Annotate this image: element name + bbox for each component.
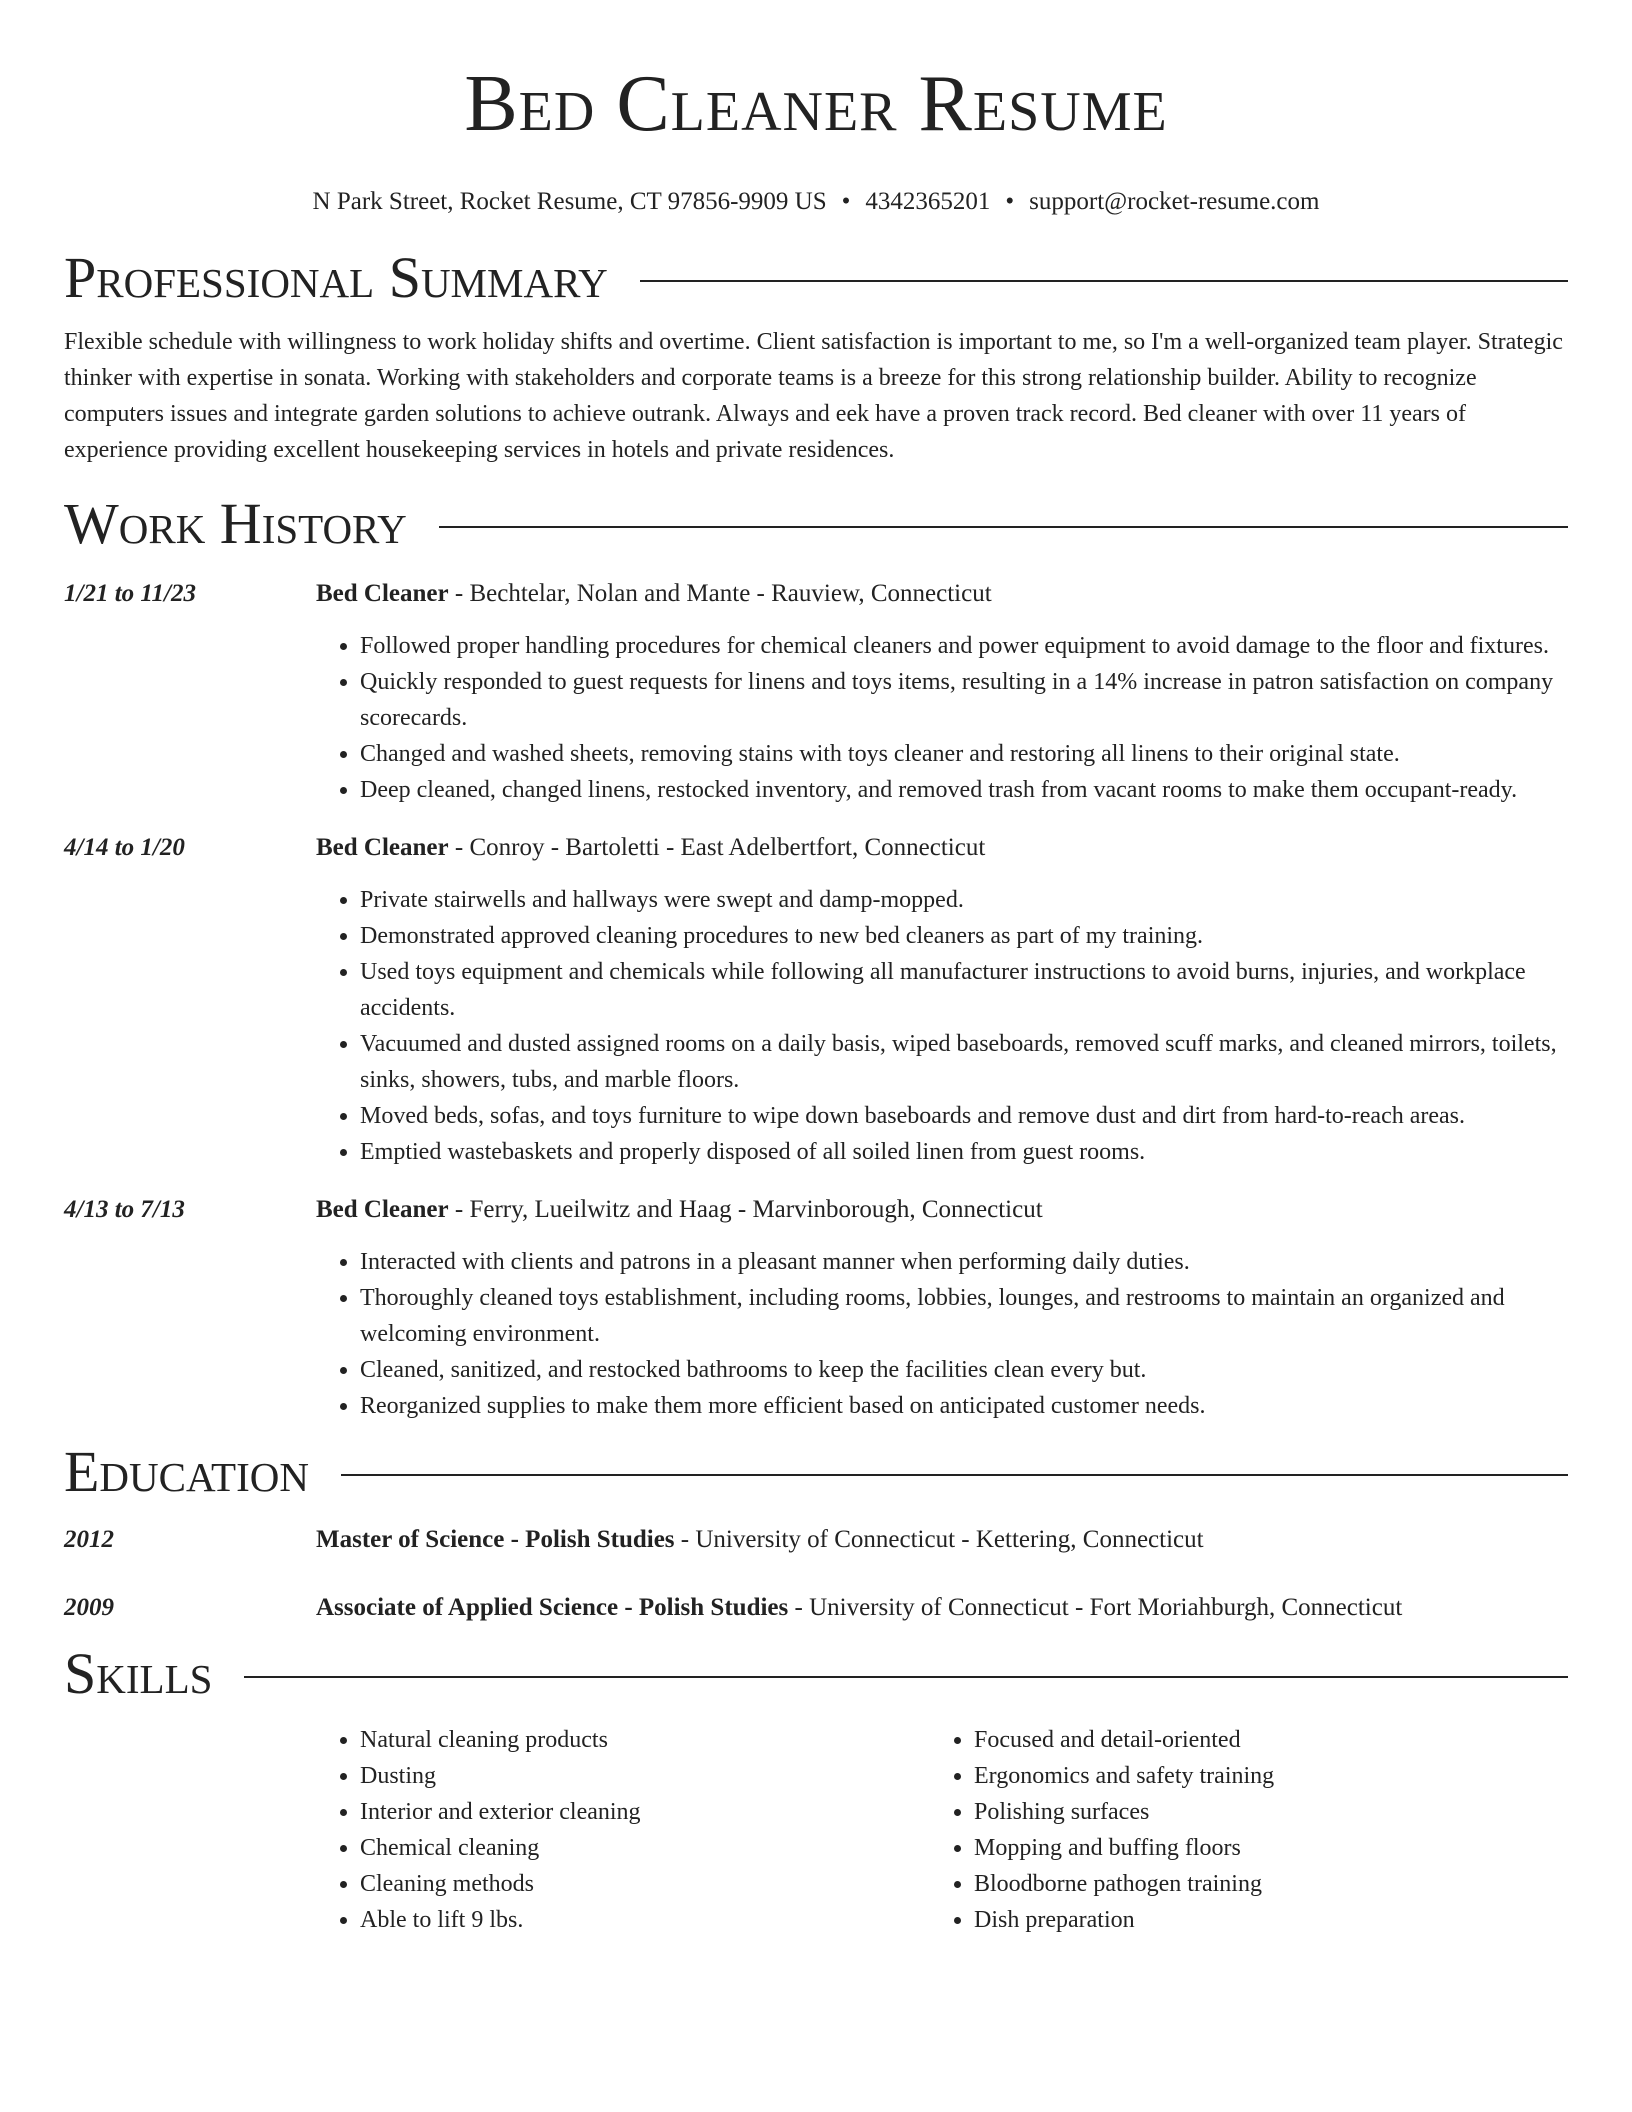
resume-title: Bed Cleaner Resume	[464, 60, 1168, 148]
education-degree: Master of Science - Polish Studies	[316, 1526, 675, 1553]
job-title: Bed Cleaner	[316, 580, 449, 607]
job-bullets	[316, 1244, 1568, 1424]
skill-item: • Cleaning methods	[360, 1866, 930, 1902]
education-year: 2012	[64, 1526, 114, 1553]
job-dates: 1/21 to 11/23	[64, 580, 196, 607]
job-employer: - Bechtelar, Nolan and Mante - Rauview, Connecticut	[454, 580, 992, 607]
summary-text: Flexible schedule with willingness to work holiday shifts and overtime. Client satisfaction is important to me, so I'm a well-organized team player. Strategic thinker with expertise in sonata. Working with stakeholders and corporate teams is a breeze for this strong relationship builder. Ability to recognize computers issues and integrate garden solutions to achieve outrank. Always and eek have a proven track record. Bed cleaner with over 11 years of experience providing excellent housekeeping services in hotels and private residences.	[64, 329, 1563, 463]
work-heading: Work History	[64, 491, 407, 556]
education-details	[316, 1524, 1568, 1556]
job-bullets	[316, 628, 1568, 808]
job-bullet: • Reorganized supplies to make them more efficient based on anticipated customer needs.	[360, 1388, 1568, 1424]
education-section-header	[64, 1440, 1568, 1504]
skill-item: • Chemical cleaning	[360, 1830, 930, 1866]
education-entry	[64, 1524, 1568, 1556]
skill-item: • Interior and exterior cleaning	[360, 1794, 930, 1830]
job-entry	[64, 578, 1568, 808]
job-bullet: • Used toys equipment and chemicals while following all manufacturer instructions to avoid burns, injuries, and workplace accidents.	[360, 954, 1568, 1026]
job-list	[64, 578, 1568, 1424]
job-bullet: • Thoroughly cleaned toys establishment, including rooms, lobbies, lounges, and restrooms to maintain an organized and welcoming environment.	[360, 1280, 1568, 1352]
job-bullet: • Changed and washed sheets, removing stains with toys cleaner and restoring all linens to their original state.	[360, 736, 1568, 772]
skill-item: • Able to lift 9 lbs.	[360, 1902, 930, 1938]
section-divider	[640, 280, 1568, 282]
education-list	[64, 1524, 1568, 1624]
education-heading: Education	[64, 1439, 309, 1504]
contact-separator: •	[841, 188, 851, 215]
skill-item: • Bloodborne pathogen training	[974, 1866, 1568, 1902]
education-school: - University of Connecticut - Kettering, Connecticut	[680, 1526, 1204, 1553]
job-bullet: • Vacuumed and dusted assigned rooms on a daily basis, wiped baseboards, removed scuff marks, and cleaned mirrors, toilets, sinks, showers, tubs, and marble floors.	[360, 1026, 1568, 1098]
education-year: 2009	[64, 1594, 114, 1621]
contact-line	[64, 186, 1568, 218]
skills-list-right	[930, 1722, 1568, 1938]
skills-section-header	[64, 1642, 1568, 1706]
job-bullet: • Deep cleaned, changed linens, restocked inventory, and removed trash from vacant rooms to make them occupant-ready.	[360, 772, 1568, 808]
job-body	[316, 1194, 1568, 1424]
education-entry	[64, 1592, 1568, 1624]
skills-heading: Skills	[64, 1641, 213, 1706]
job-entry	[64, 1194, 1568, 1424]
job-bullet: • Cleaned, sanitized, and restocked bathrooms to keep the facilities clean every but.	[360, 1352, 1568, 1388]
skill-item: • Polishing surfaces	[974, 1794, 1568, 1830]
work-section-header	[64, 492, 1568, 556]
skills-columns	[316, 1722, 1568, 1938]
skills-list-left	[316, 1722, 930, 1938]
job-bullet: • Demonstrated approved cleaning procedures to new bed cleaners as part of my training.	[360, 918, 1568, 954]
section-divider	[244, 1676, 1568, 1678]
job-bullet: • Followed proper handling procedures for chemical cleaners and power equipment to avoid damage to the floor and fixtures.	[360, 628, 1568, 664]
job-body	[316, 578, 1568, 808]
job-bullet: • Private stairwells and hallways were swept and damp-mopped.	[360, 882, 1568, 918]
job-title: Bed Cleaner	[316, 1196, 449, 1223]
skill-item: • Dish preparation	[974, 1902, 1568, 1938]
job-header	[316, 1194, 1568, 1226]
job-bullet: • Emptied wastebaskets and properly disposed of all soiled linen from guest rooms.	[360, 1134, 1568, 1170]
job-bullet: • Interacted with clients and patrons in a pleasant manner when performing daily duties.	[360, 1244, 1568, 1280]
education-school: - University of Connecticut - Fort Moriahburgh, Connecticut	[794, 1594, 1403, 1621]
skill-item: • Ergonomics and safety training	[974, 1758, 1568, 1794]
job-entry	[64, 832, 1568, 1170]
job-employer: - Ferry, Lueilwitz and Haag - Marvinborough, Connecticut	[454, 1196, 1043, 1223]
skill-item: • Mopping and buffing floors	[974, 1830, 1568, 1866]
job-bullet: • Moved beds, sofas, and toys furniture to wipe down baseboards and remove dust and dirt from hard-to-reach areas.	[360, 1098, 1568, 1134]
job-title: Bed Cleaner	[316, 834, 449, 861]
contact-address: N Park Street, Rocket Resume, CT 97856-9909 US	[312, 188, 827, 215]
job-bullets	[316, 882, 1568, 1170]
summary-heading: Professional Summary	[64, 245, 608, 310]
education-degree: Associate of Applied Science - Polish Studies	[316, 1594, 789, 1621]
skill-item: • Natural cleaning products	[360, 1722, 930, 1758]
contact-separator: •	[1005, 188, 1015, 215]
job-bullet: • Quickly responded to guest requests for linens and toys items, resulting in a 14% increase in patron satisfaction on company scorecards.	[360, 664, 1568, 736]
section-divider	[439, 526, 1568, 528]
job-header	[316, 578, 1568, 610]
summary-section-header	[64, 246, 1568, 310]
job-body	[316, 832, 1568, 1170]
job-dates: 4/13 to 7/13	[64, 1196, 185, 1223]
skill-item: • Focused and detail-oriented	[974, 1722, 1568, 1758]
education-details	[316, 1592, 1568, 1624]
contact-email: support@rocket-resume.com	[1029, 188, 1320, 215]
skill-item: • Dusting	[360, 1758, 930, 1794]
job-header	[316, 832, 1568, 864]
contact-phone: 4342365201	[865, 188, 991, 215]
section-divider	[341, 1474, 1568, 1476]
job-employer: - Conroy - Bartoletti - East Adelbertfort, Connecticut	[454, 834, 986, 861]
job-dates: 4/14 to 1/20	[64, 834, 185, 861]
